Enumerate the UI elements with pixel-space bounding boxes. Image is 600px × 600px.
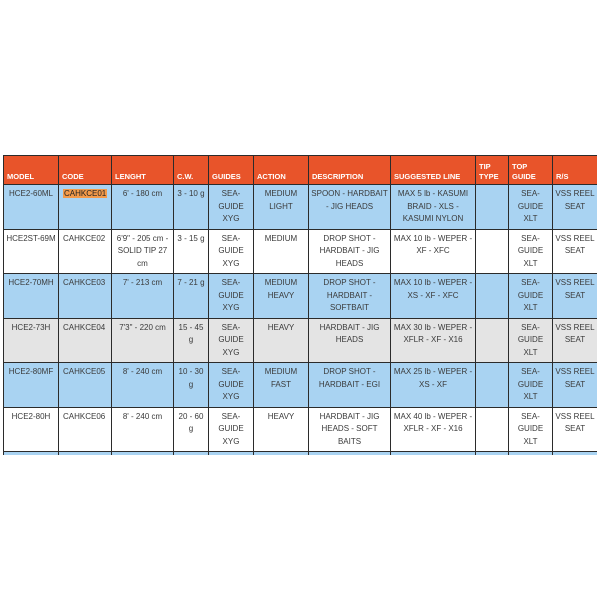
cell-guides: SEA-GUIDE XYG	[209, 229, 254, 274]
cell-action: MEDIUM FAST	[254, 363, 309, 408]
header-cw: C.W.	[174, 156, 209, 185]
cell-suggested-line: MAX 5 lb - KASUMI BRAID - XLS - KASUMI NYLON	[391, 185, 476, 230]
cell-length: 6'9" - 205 cm - SOLID TIP 27 cm	[112, 229, 174, 274]
spec-table-container	[3, 155, 597, 455]
header-row	[4, 156, 598, 185]
header-guides: GUIDES	[209, 156, 254, 185]
cell-description: DROP SHOT - HARDBAIT - EGI	[309, 363, 391, 408]
cell-model: HCE2-60ML	[4, 185, 59, 230]
cell-code: CAHKCE06	[59, 407, 112, 452]
header-top-guide: TOP GUIDE	[509, 156, 553, 185]
cell-tip-type	[476, 363, 509, 408]
cell-code: CAHKCE05	[59, 363, 112, 408]
table-row-cutoff	[4, 452, 598, 456]
cell-top-guide: SEA-GUIDE XLT	[509, 229, 553, 274]
cell-tip-type	[476, 407, 509, 452]
cell-guides: SEA-GUIDE XYG	[209, 274, 254, 319]
cell-length: 8' - 240 cm	[112, 407, 174, 452]
cell-top-guide: SEA-GUIDE XLT	[509, 185, 553, 230]
cell-suggested-line: MAX 40 lb - WEPER - XFLR - XF - X16	[391, 407, 476, 452]
table-row	[4, 407, 598, 452]
cell-model: HCE2-80H	[4, 407, 59, 452]
cell-description: SPOON - HARDBAIT - JIG HEADS	[309, 185, 391, 230]
cell-code: CAHKCE03	[59, 274, 112, 319]
cell-code	[59, 185, 112, 230]
cell-rs: VSS REEL SEAT	[553, 407, 598, 452]
cell-model: HCE2-80MF	[4, 363, 59, 408]
table-row	[4, 229, 598, 274]
cell-tip-type	[476, 185, 509, 230]
cell-tip-type	[476, 229, 509, 274]
cell-rs: VSS REEL SEAT	[553, 318, 598, 363]
cell-length: 6' - 180 cm	[112, 185, 174, 230]
cell-model: HCE2ST-69M	[4, 229, 59, 274]
cell-cw: 7 - 21 g	[174, 274, 209, 319]
table-row	[4, 274, 598, 319]
table-row	[4, 185, 598, 230]
cell-suggested-line: MAX 30 lb - WEPER - XFLR - XF - X16	[391, 318, 476, 363]
header-tip-type: TIP TYPE	[476, 156, 509, 185]
cell-tip-type	[476, 274, 509, 319]
cell-description: DROP SHOT - HARDBAIT - JIG HEADS	[309, 229, 391, 274]
cell-top-guide: SEA-GUIDE XLT	[509, 407, 553, 452]
cell-length: 8' - 240 cm	[112, 363, 174, 408]
cell-tip-type	[476, 318, 509, 363]
cell-rs: VSS REEL SEAT	[553, 274, 598, 319]
cell-model: HCE2-73H	[4, 318, 59, 363]
table-row	[4, 318, 598, 363]
cell-cw: 10 - 30 g	[174, 363, 209, 408]
cell-suggested-line: MAX 10 lb - WEPER - XS - XF - XFC	[391, 274, 476, 319]
cell-rs: VSS REEL SEAT	[553, 185, 598, 230]
header-suggested-line: SUGGESTED LINE	[391, 156, 476, 185]
cell-action: HEAVY	[254, 407, 309, 452]
cell-model: HCE2-70MH	[4, 274, 59, 319]
cell-action: MEDIUM HEAVY	[254, 274, 309, 319]
cell-length: 7'3" - 220 cm	[112, 318, 174, 363]
cell-length: 7' - 213 cm	[112, 274, 174, 319]
cell-cw: 3 - 15 g	[174, 229, 209, 274]
cell-description: HARDBAIT - JIG HEADS - SOFT BAITS	[309, 407, 391, 452]
cell-guides: SEA-GUIDE XYG	[209, 185, 254, 230]
header-description: DESCRIPTION	[309, 156, 391, 185]
cell-guides: SEA-GUIDE XYG	[209, 407, 254, 452]
cell-code: CAHKCE04	[59, 318, 112, 363]
cell-rs: VSS REEL SEAT	[553, 363, 598, 408]
table-row	[4, 363, 598, 408]
cell-cw: 15 - 45 g	[174, 318, 209, 363]
cell-rs: VSS REEL SEAT	[553, 229, 598, 274]
cell-top-guide: SEA-GUIDE XLT	[509, 318, 553, 363]
cell-cw: 3 - 10 g	[174, 185, 209, 230]
header-action: ACTION	[254, 156, 309, 185]
cell-top-guide: SEA-GUIDE XLT	[509, 274, 553, 319]
cell-guides: SEA-GUIDE XYG	[209, 363, 254, 408]
cell-cw: 20 - 60 g	[174, 407, 209, 452]
rod-spec-table	[3, 155, 597, 455]
cell-guides: SEA-GUIDE XYG	[209, 318, 254, 363]
cell-code: CAHKCE02	[59, 229, 112, 274]
cell-suggested-line: MAX 25 lb - WEPER - XS - XF	[391, 363, 476, 408]
cell-description: HARDBAIT - JIG HEADS	[309, 318, 391, 363]
header-code: CODE	[59, 156, 112, 185]
cell-action: HEAVY	[254, 318, 309, 363]
cell-description: DROP SHOT - HARDBAIT - SOFTBAIT	[309, 274, 391, 319]
cell-action: MEDIUM LIGHT	[254, 185, 309, 230]
header-rs: R/S	[553, 156, 598, 185]
highlighted-code: CAHKCE01	[64, 189, 107, 198]
cell-action: MEDIUM	[254, 229, 309, 274]
header-length: LENGHT	[112, 156, 174, 185]
header-model: MODEL	[4, 156, 59, 185]
cell-suggested-line: MAX 10 lb - WEPER - XF - XFC	[391, 229, 476, 274]
cell-top-guide: SEA-GUIDE XLT	[509, 363, 553, 408]
